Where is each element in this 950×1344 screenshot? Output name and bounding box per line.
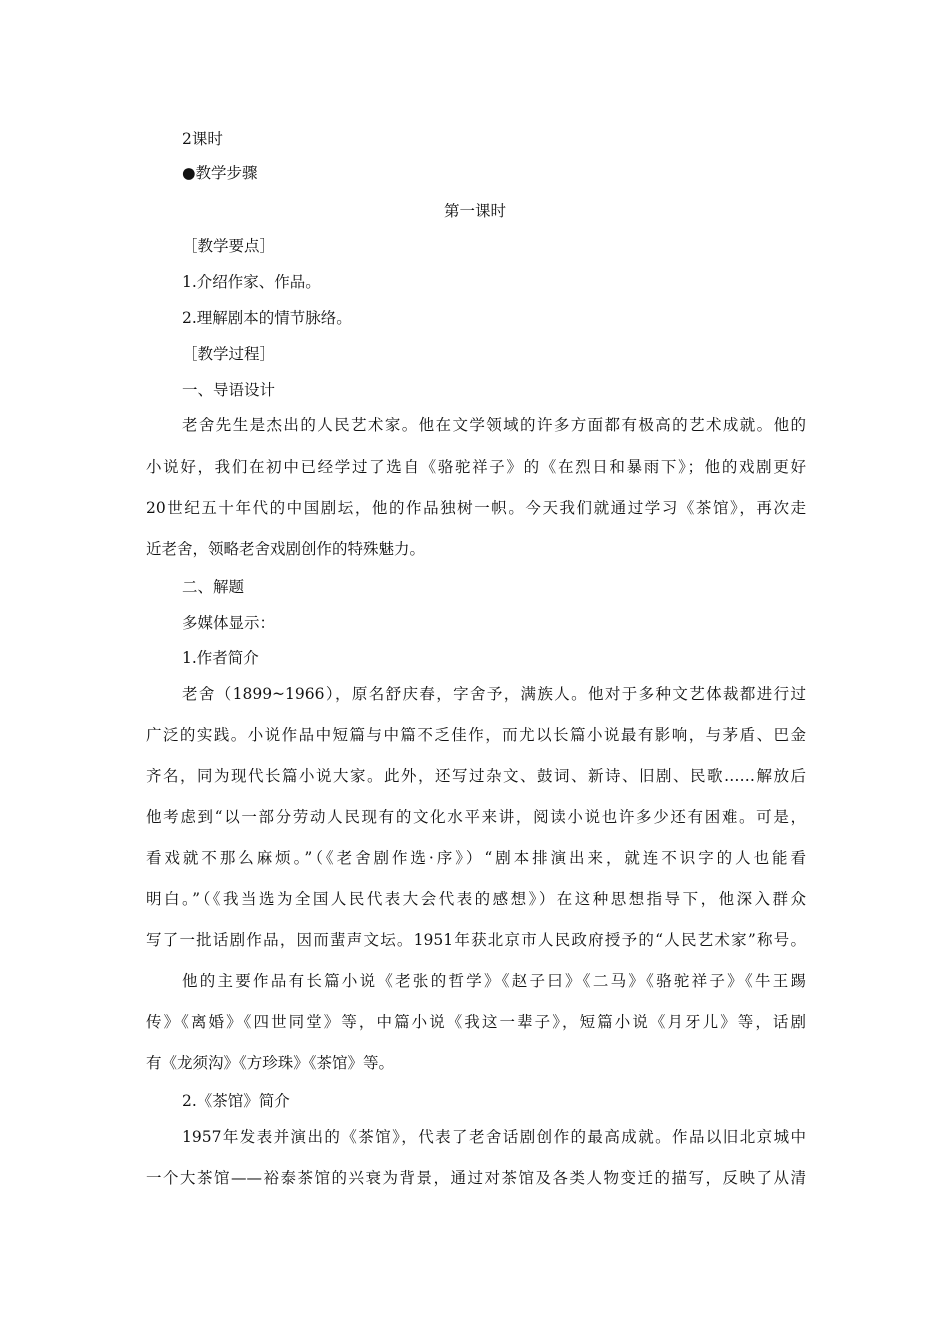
- paragraph-line: 一个大茶馆——裕泰茶馆的兴衰为背景，通过对茶馆及各类人物变迁的描写，反映了从清: [146, 1169, 806, 1187]
- section-heading-process: ［教学过程］: [182, 345, 276, 363]
- paragraph-line: 他的主要作品有长篇小说《老张的哲学》《赵子曰》《二马》《骆驼祥子》《牛王踢: [182, 972, 806, 990]
- paragraph-line: 看戏就不那么麻烦。”（《老舍剧作选·序》）“剧本排演出来，就连不识字的人也能看: [146, 849, 806, 867]
- paragraph-line: 老舍先生是杰出的人民艺术家。他在文学领域的许多方面都有极高的艺术成就。他的: [182, 416, 806, 434]
- paragraph-line: 20世纪五十年代的中国剧坛，他的作品独树一帜。今天我们就通过学习《茶馆》，再次走: [146, 499, 806, 517]
- key-point-2: 2.理解剧本的情节脉络。: [182, 309, 352, 327]
- class-hours: 2课时: [182, 130, 223, 148]
- section-heading-key-points: ［教学要点］: [182, 237, 276, 255]
- multimedia-display-label: 多媒体显示：: [182, 614, 276, 632]
- subheading-title-explanation: 二、解题: [182, 578, 245, 596]
- paragraph-line: 写了一批话剧作品，因而蜚声文坛。1951年获北京市人民政府授予的“人民艺术家”称号。: [146, 931, 806, 949]
- paragraph-line: 1957年发表并演出的《茶馆》，代表了老舍话剧创作的最高成就。作品以旧北京城中: [182, 1128, 806, 1146]
- paragraph-line: 齐名，同为现代长篇小说大家。此外，还写过杂文、鼓词、新诗、旧剧、民歌……解放后: [146, 767, 806, 785]
- subheading-intro: 一、导语设计: [182, 381, 276, 399]
- teaching-steps-heading: ●教学步骤: [182, 164, 258, 182]
- subheading-teahouse: 2.《茶馆》简介: [182, 1092, 290, 1110]
- paragraph-line: 有《龙须沟》《方珍珠》《茶馆》等。: [146, 1054, 395, 1072]
- paragraph-line: 传》《离婚》《四世同堂》等，中篇小说《我这一辈子》，短篇小说《月牙儿》等，话剧: [146, 1013, 806, 1031]
- paragraph-line: 他考虑到“以一部分劳动人民现有的文化水平来讲，阅读小说也许多少还有困难。可是，: [146, 808, 806, 826]
- paragraph-line: 小说好，我们在初中已经学过了选自《骆驼祥子》的《在烈日和暴雨下》；他的戏剧更好: [146, 458, 806, 476]
- key-point-1: 1.介绍作家、作品。: [182, 273, 321, 291]
- paragraph-line: 近老舍，领略老舍戏剧创作的特殊魅力。: [146, 540, 426, 558]
- paragraph-line: 广泛的实践。小说作品中短篇与中篇不乏佳作，而尤以长篇小说最有影响，与茅盾、巴金: [146, 726, 806, 744]
- lesson-title: 第一课时: [443, 202, 506, 220]
- paragraph-line: 老舍（1899~1966），原名舒庆春，字舍予，满族人。他对于多种文艺体裁都进行过: [182, 685, 806, 703]
- subheading-author: 1.作者简介: [182, 649, 259, 667]
- paragraph-line: 明白。”（《我当选为全国人民代表大会代表的感想》）在这种思想指导下，他深入群众: [146, 890, 806, 908]
